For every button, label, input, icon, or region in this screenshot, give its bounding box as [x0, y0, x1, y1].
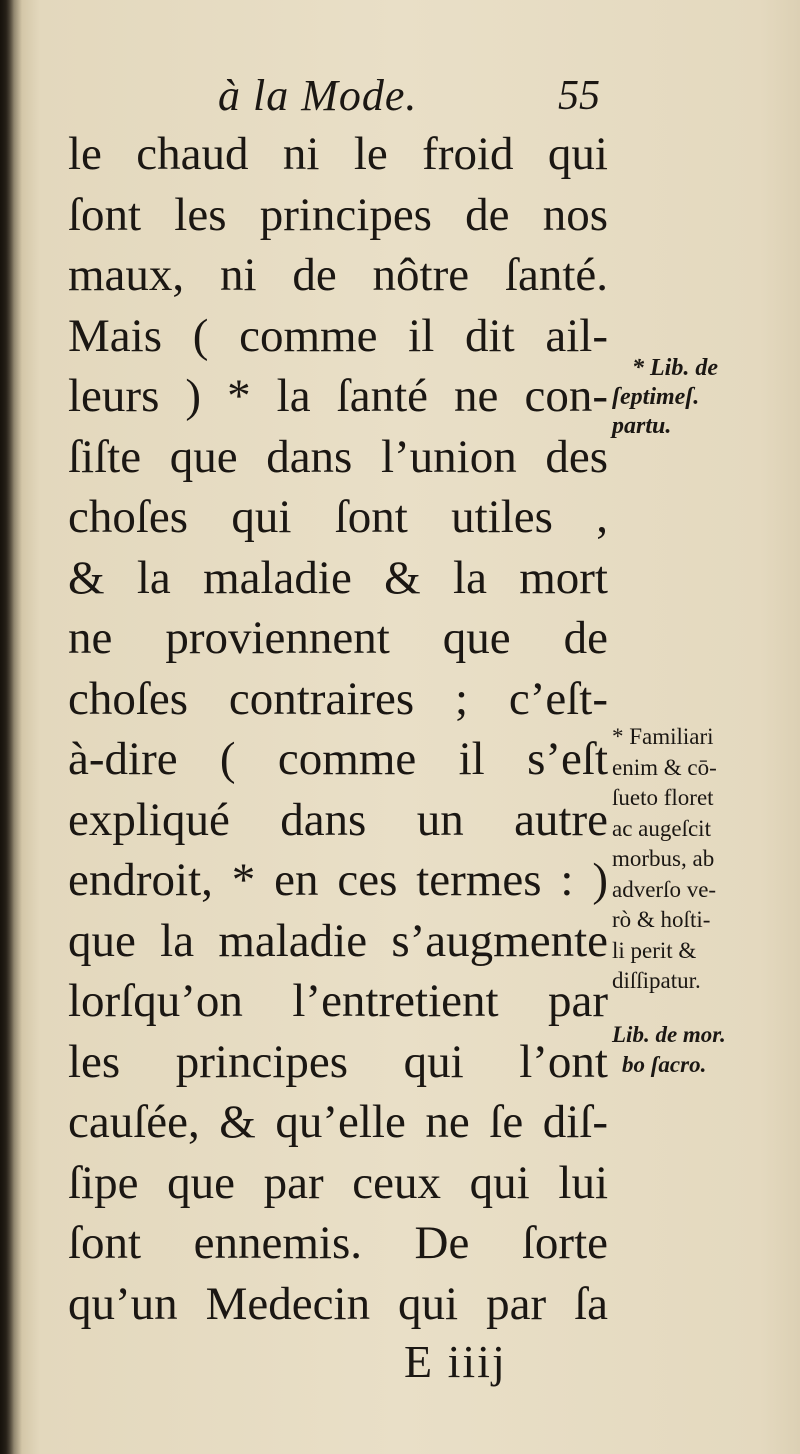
gutter-shadow	[0, 0, 22, 1454]
text-line: choſes qui ſont utiles ,	[68, 491, 608, 543]
note-line: li perit &	[612, 937, 697, 963]
text-line: & la maladie & la mort	[68, 551, 608, 604]
text-line: ſont ennemis. De ſorte	[68, 1217, 608, 1269]
note-line: Lib. de mor.	[612, 1022, 726, 1047]
note-line: rò & hoſti-	[612, 907, 711, 932]
text-line: Mais ( comme il dit ail-	[68, 309, 608, 362]
text-line: ſont les principes de nos	[68, 188, 608, 241]
marginal-note-lib-de-septimes-partu	[612, 354, 718, 441]
marginal-note-lib-de-morbo-sacro	[612, 1020, 726, 1080]
note-line: bo ſacro.	[622, 1052, 707, 1077]
text-line: maux, ni de nôtre ſanté.	[68, 249, 608, 301]
text-line: à-dire ( comme il s’eſt	[68, 733, 608, 785]
note-line: ac augeſcit	[612, 815, 711, 841]
text-line: choſes contraires ; c’eſt-	[68, 672, 608, 725]
text-line: qu’un Medecin qui par ſa	[68, 1277, 608, 1330]
note-line: ſueto floret	[612, 785, 714, 810]
text-line: que la maladie s’augmente	[68, 914, 608, 967]
text-line: leurs ) * la ſanté ne con-	[68, 370, 608, 422]
note-line: morbus, ab	[612, 846, 715, 871]
text-line: ne proviennent que de	[68, 612, 608, 664]
note-line: partu.	[612, 413, 672, 439]
signature-catchword: E iiij	[404, 1336, 507, 1387]
text-line: le chaud ni le froid qui	[68, 128, 608, 180]
text-line: endroit, * en ces termes : )	[68, 854, 608, 906]
page-header	[0, 66, 800, 126]
body-text	[68, 124, 608, 1334]
text-line: ſiſte que dans l’union des	[68, 430, 608, 483]
note-line: ſeptimeſ.	[612, 384, 700, 410]
text-line: lorſqu’on l’entretient par	[68, 975, 608, 1027]
text-line: les principes qui l’ont	[68, 1035, 608, 1088]
note-line: enim & cō-	[612, 754, 717, 780]
text-line: cauſée, & qu’elle ne ſe diſ-	[68, 1096, 608, 1148]
note-line: adverſo ve-	[612, 876, 717, 902]
marginal-note-familiari	[612, 722, 717, 997]
running-title: à la Mode.	[218, 71, 418, 120]
note-line: * Familiari	[612, 724, 714, 749]
note-line: * Lib. de	[632, 355, 718, 381]
text-line: ſipe que par ceux qui lui	[68, 1156, 608, 1209]
text-line: expliqué dans un autre	[68, 793, 608, 846]
page-number: 55	[558, 73, 600, 119]
note-line: diſſipatur.	[612, 968, 701, 993]
